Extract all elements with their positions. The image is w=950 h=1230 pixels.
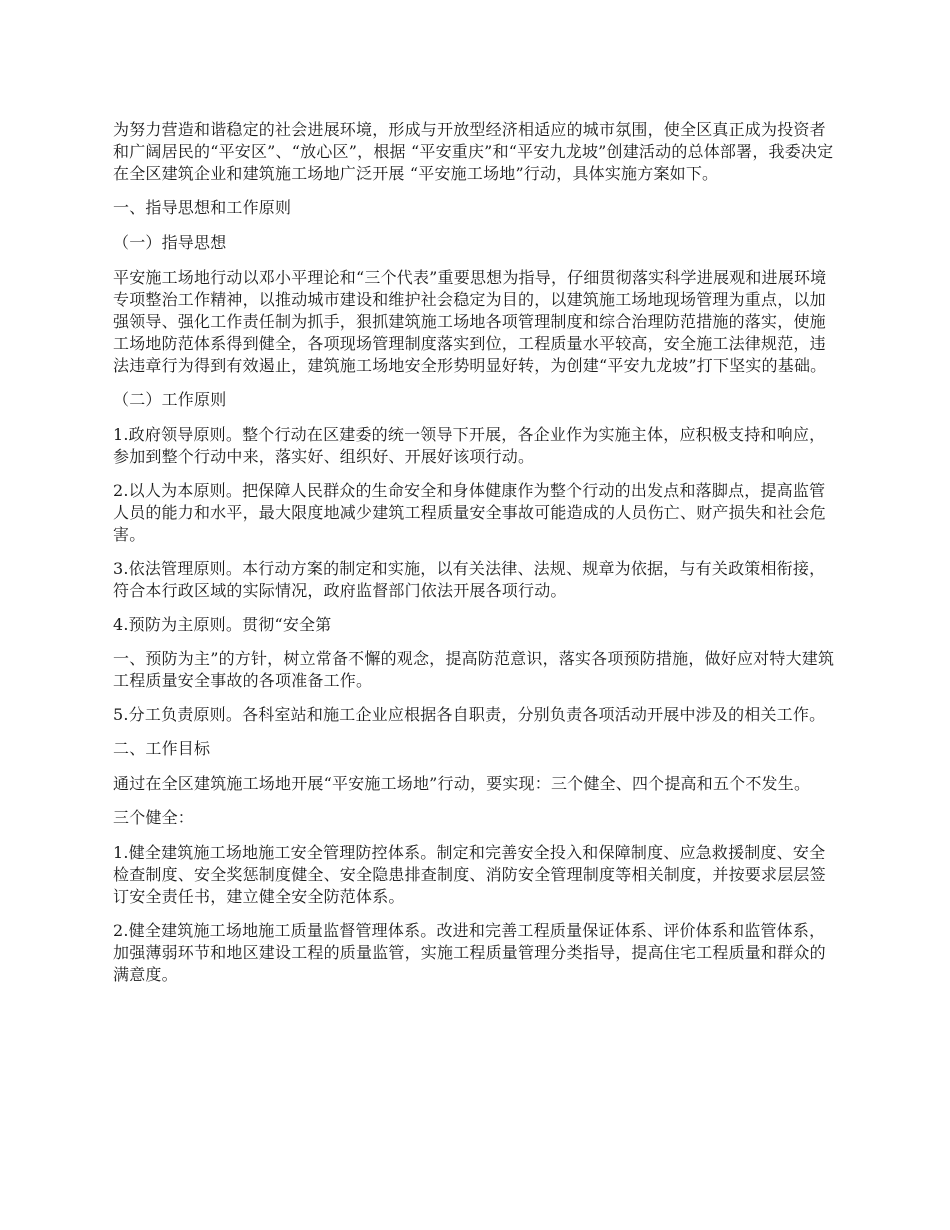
principle-item-2: 2.以人为本原则。把保障人民群众的生命安全和身体健康作为整个行动的出发点和落脚点，提高监管人员的能力和水平，最大限度地减少建筑工程质量安全事故可能造成的人员伤亡、财产损失和社会危害。 (113, 481, 826, 544)
principle-item-3: 3.依法管理原则。本行动方案的制定和实施，以有关法律、法规、规章为依据，与有关政策相衔接，符合本行政区域的实际情况，政府监督部门依法开展各项行动。 (113, 559, 826, 600)
principle-item-4: 4.预防为主原则。贯彻“安全第 (113, 615, 332, 634)
subsection-heading-work-principles: （二）工作原则 (113, 390, 227, 409)
document-body (113, 119, 839, 998)
sound-item-2: 2.健全建筑施工场地施工质量监督管理体系。改进和完善工程质量保证体系、评价体系和监管体系，加强薄弱环节和地区建设工程的质量监管，实施工程质量管理分类指导，提高住宅工程质量和群众的满意度。 (113, 921, 826, 984)
principle-item-1: 1.政府领导原则。整个行动在区建委的统一领导下开展，各企业作为实施主体，应积极支持和响应，参加到整个行动中来，落实好、组织好、开展好该项行动。 (113, 425, 826, 466)
section-heading-work-goals: 二、工作目标 (113, 739, 211, 758)
guiding-thought-paragraph: 平安施工场地行动以邓小平理论和“三个代表”重要思想为指导，仔细贯彻落实科学进展观和进展环境专项整治工作精神，以推动城市建设和维护社会稳定为目的，以建筑施工场地现场管理为重点，以加强领导、强化工作责任制为抓手，狠抓建筑施工场地各项管理制度和综合治理防范措施的落实，使施工场地防范体系得到健全，各项现场管理制度落实到位，工程质量水平较高，安全施工法律规范，违法违章行为得到有效遏止，建筑施工场地安全形势明显好转，为创建“平安九龙坡”打下坚实的基础。 (113, 268, 827, 375)
work-goals-paragraph: 通过在全区建筑施工场地开展“平安施工场地”行动，要实现：三个健全、四个提高和五个不发生。 (113, 774, 811, 793)
three-sound-heading: 三个健全： (113, 808, 195, 827)
principle-item-4-continued: 一、预防为主”的方针，树立常备不懈的观念，提高防范意识，落实各项预防措施，做好应对特大建筑工程质量安全事故的各项准备工作。 (113, 649, 835, 690)
sound-item-1: 1.健全建筑施工场地施工安全管理防控体系。制定和完善安全投入和保障制度、应急救援制度、安全检查制度、安全奖惩制度健全、安全隐患排查制度、消防安全管理制度等相关制度，并按要求层层签订安全责任书，建立健全安全防范体系。 (113, 843, 826, 906)
section-heading-guiding-principles: 一、指导思想和工作原则 (113, 198, 292, 217)
subsection-heading-guiding-thought: （一）指导思想 (113, 233, 227, 252)
principle-item-5: 5.分工负责原则。各科室站和施工企业应根据各自职责，分别负责各项活动开展中涉及的相关工作。 (113, 705, 826, 724)
intro-paragraph: 为努力营造和谐稳定的社会进展环境，形成与开放型经济相适应的城市氛围，使全区真正成为投资者和广阔居民的“平安区”、“放心区”，根据 “平安重庆”和“平安九龙坡”创建活动的总体部署，我委决定在全区建筑企业和建筑施工场地广泛开展 “平安施工场地”行动，具体实施方案如下。 (113, 120, 834, 183)
